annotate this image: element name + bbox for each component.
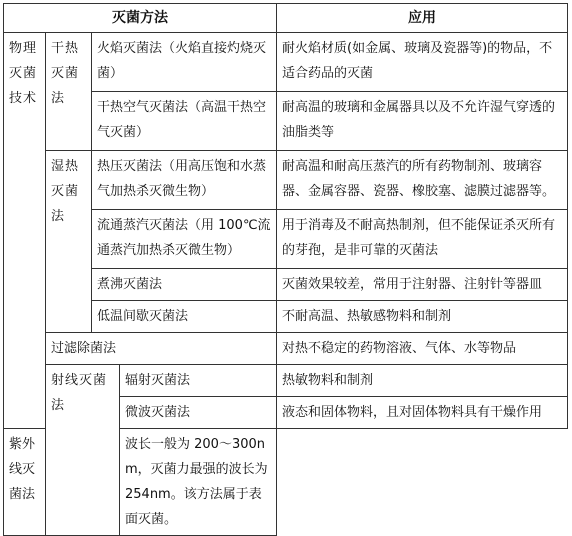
- method-uv: 紫外线灭菌法: [4, 429, 46, 536]
- group-radiation: 射线灭菌法: [46, 365, 120, 536]
- header-row: [4, 4, 568, 33]
- application-hot-air: 耐高温的玻璃和金属器具以及不允许湿气穿透的油脂类等: [277, 92, 568, 151]
- method-flowing-steam: 流通蒸汽灭菌法（用 100℃流通蒸汽加热杀灭微生物）: [92, 210, 277, 269]
- application-irradiation: 热敏物料和制剂: [277, 365, 568, 397]
- sterilization-methods-table: [3, 3, 568, 536]
- group-moist-heat: 湿热灭菌法: [46, 151, 92, 333]
- method-flame: 火焰灭菌法（火焰直接灼烧灭菌）: [92, 33, 277, 92]
- method-tyndall: 低温间歇灭菌法: [92, 301, 277, 333]
- application-uv: 波长一般为 200～300nm，灭菌力最强的波长为 254nm。该方法属于表面灭菌。: [120, 429, 277, 536]
- application-tyndall: 不耐高温、热敏感物料和制剂: [277, 301, 568, 333]
- method-irradiation: 辐射灭菌法: [120, 365, 277, 397]
- header-method: 灭菌方法: [4, 4, 277, 33]
- application-filtration: 对热不稳定的药物溶液、气体、水等物品: [277, 333, 568, 365]
- application-boiling: 灭菌效果较差，常用于注射器、注射针等器皿: [277, 269, 568, 301]
- table-row: [4, 151, 568, 210]
- method-microwave: 微波灭菌法: [120, 397, 277, 429]
- method-boiling: 煮沸灭菌法: [92, 269, 277, 301]
- table-row: [4, 333, 568, 365]
- table-row: [4, 33, 568, 92]
- group-filtration: 过滤除菌法: [46, 333, 277, 365]
- category-physical-sterilization: 物理灭菌技术: [4, 33, 46, 429]
- group-dry-heat: 干热灭菌法: [46, 33, 92, 151]
- method-hot-air: 干热空气灭菌法（高温干热空气灭菌）: [92, 92, 277, 151]
- application-microwave: 液态和固体物料，且对固体物料具有干燥作用: [277, 397, 568, 429]
- header-application: 应用: [277, 4, 568, 33]
- application-flowing-steam: 用于消毒及不耐高热制剂，但不能保证杀灭所有的芽孢，是非可靠的灭菌法: [277, 210, 568, 269]
- table-row: [4, 365, 568, 397]
- application-autoclave: 耐高温和耐高压蒸汽的所有药物制剂、玻璃容器、金属容器、瓷器、橡胶塞、滤膜过滤器等。: [277, 151, 568, 210]
- application-flame: 耐火焰材质(如金属、玻璃及瓷器等)的物品，不适合药品的灭菌: [277, 33, 568, 92]
- method-autoclave: 热压灭菌法（用高压饱和水蒸气加热杀灭微生物）: [92, 151, 277, 210]
